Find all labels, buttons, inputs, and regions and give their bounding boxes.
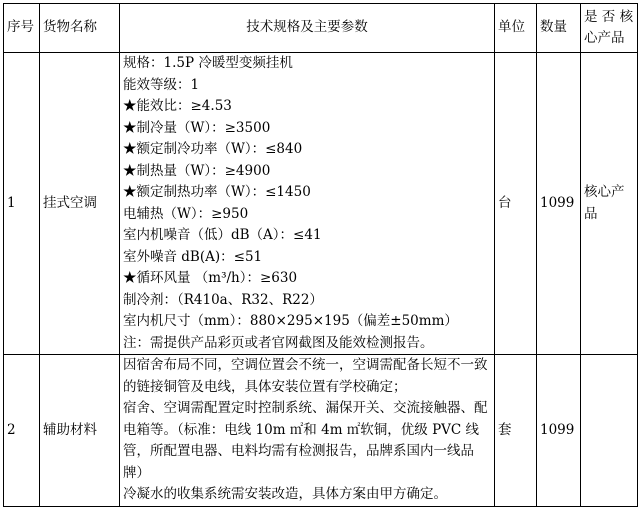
header-name: 货物名称: [40, 4, 120, 53]
spec-table: [3, 3, 638, 507]
table-row: [4, 53, 638, 355]
spec-line: ★制冷量（W）：≥3500: [123, 119, 271, 136]
spec-line: 室内机尺寸（mm）：880×295×195（偏差±50mm）: [123, 313, 458, 329]
header-spec: 技术规格及主要参数: [120, 4, 495, 53]
spec-line: 室内机噪音（低）dB（A）：≤41: [123, 227, 322, 243]
header-qty: 数量: [537, 4, 581, 53]
row-name: 辅助材料: [40, 355, 120, 507]
header-unit: 单位: [495, 4, 537, 53]
spec-line: 制冷剂：（R410a、R32、R22）: [123, 291, 323, 308]
spec-line: ★能效比：≥4.53: [123, 98, 232, 114]
row-core: [581, 355, 638, 507]
spec-line: ★循环风量 （m³/h）：≥630: [123, 270, 298, 286]
spec-line: 室外噪音 dB(A)：≤51: [123, 248, 263, 265]
spec-line: ★制热量（W）：≥4900: [123, 162, 271, 179]
row-spec: [120, 53, 495, 355]
header-core: 是 否 核心产品: [581, 4, 638, 53]
spec-line: 能效等级：1: [123, 76, 200, 93]
row-unit: 台: [495, 53, 537, 355]
spec-paragraph: 因宿舍布局不同，空调位置会不统一，空调需配备长短不一致的链接铜管及电线，具体安装位置有学校确定；: [123, 357, 488, 395]
header-no: 序号: [4, 4, 40, 53]
table-row: [4, 355, 638, 507]
spec-paragraph: 冷凝水的收集系统需安装改造，具体方案由甲方确定。: [123, 486, 447, 502]
row-name: 挂式空调: [40, 53, 120, 355]
table-header-row: [4, 4, 638, 53]
spec-paragraph: 宿舍、空调需配置定时控制系统、漏保开关、交流接触器、配电箱等。（标准：电线 10m ㎡和 4m ㎡软铜，优级 PVC 线管，所配置电器、电料均需有检测报告，品牌系国内一线品牌）: [123, 400, 488, 481]
row-qty: 1099: [537, 53, 581, 355]
spec-line: ★额定制热功率（W）：≤1450: [123, 184, 311, 200]
row-qty: 1099: [537, 355, 581, 507]
spec-line: 规格：1.5P 冷暖型变频挂机: [123, 55, 293, 71]
row-spec: [120, 355, 495, 507]
spec-line: 注：需提供产品彩页或者官网截图及能效检测报告。: [123, 334, 434, 351]
spec-line: ★额定制冷功率（W）：≤840: [123, 141, 303, 157]
row-no: 1: [4, 53, 40, 355]
row-unit: 套: [495, 355, 537, 507]
row-core: 核心产品: [581, 53, 638, 355]
row-no: 2: [4, 355, 40, 507]
spec-line: 电辅热（W）：≥950: [123, 205, 249, 222]
